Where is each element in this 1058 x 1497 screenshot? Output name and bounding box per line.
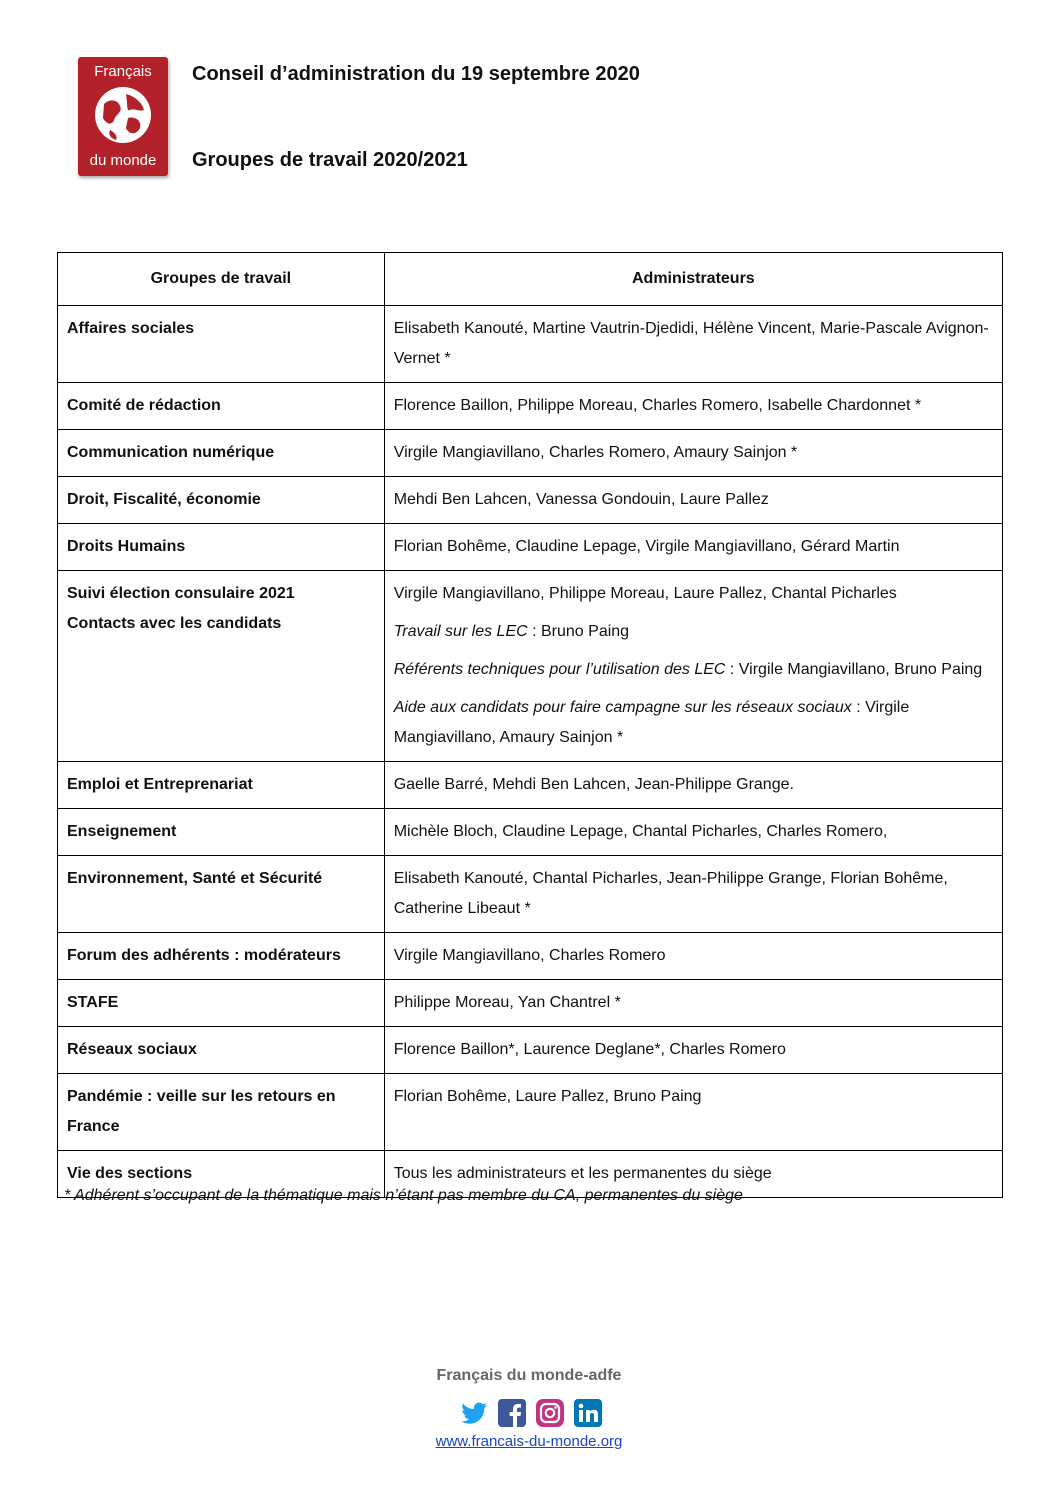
group-name: Réseaux sociaux: [67, 1041, 197, 1058]
group-name: STAFE: [67, 994, 119, 1011]
admins-names: Virgile Mangiavillano, Charles Romero: [393, 947, 666, 964]
admins-paragraph: [394, 1159, 993, 1189]
twitter-icon[interactable]: [459, 1398, 489, 1428]
group-name: Droits Humains: [67, 538, 186, 555]
admins-names: Elisabeth Kanouté, Martine Vautrin-Djedidi, Hélène Vincent, Marie-Pascale Avignon-Vernet *: [393, 320, 989, 367]
admins-names: Florian Bohême, Laure Pallez, Bruno Paing: [393, 1088, 702, 1105]
admins-names: Florian Bohême, Claudine Lepage, Virgile Mangiavillano, Gérard Martin: [393, 538, 900, 555]
admins-paragraph: [394, 438, 993, 468]
group-cell: [58, 477, 385, 524]
admins-names: Elisabeth Kanouté, Chantal Picharles, Jean-Philippe Grange, Florian Bohême, Catherine Libeaut *: [393, 870, 948, 917]
table-row: [58, 524, 1003, 571]
admins-names: Florence Baillon, Philippe Moreau, Charles Romero, Isabelle Chardonnet *: [393, 397, 922, 414]
admins-cell: [384, 809, 1002, 856]
table-row: [58, 477, 1003, 524]
group-cell: [58, 1027, 385, 1074]
group-name: Enseignement: [67, 823, 177, 840]
admins-paragraph: [394, 941, 993, 971]
social-links: [459, 1398, 603, 1428]
admins-names: Michèle Bloch, Claudine Lepage, Chantal Picharles, Charles Romero,: [393, 823, 888, 840]
header-admins: Administrateurs: [384, 253, 1002, 306]
groups-table: [57, 252, 1003, 1198]
admins-paragraph: [394, 693, 993, 753]
group-cell: [58, 430, 385, 477]
instagram-icon[interactable]: [535, 1398, 565, 1428]
group-cell: [58, 306, 385, 383]
admins-paragraph: [394, 314, 993, 374]
admins-paragraph: [394, 1082, 993, 1112]
admins-paragraph: [394, 617, 993, 647]
admins-paragraph: [394, 770, 993, 800]
table-row: [58, 1027, 1003, 1074]
admins-cell: [384, 933, 1002, 980]
group-name: Emploi et Entreprenariat: [67, 776, 253, 793]
header-groups: Groupes de travail: [58, 253, 385, 306]
logo-text-bottom: du monde: [89, 152, 157, 169]
admins-names: Gaelle Barré, Mehdi Ben Lahcen, Jean-Philippe Grange.: [393, 776, 794, 793]
linkedin-icon[interactable]: [573, 1398, 603, 1428]
admins-cell: [384, 980, 1002, 1027]
facebook-icon[interactable]: [497, 1398, 527, 1428]
subtopic-label: Aide aux candidats pour faire campagne sur les réseaux sociaux: [393, 699, 852, 716]
group-name: Vie des sections: [67, 1165, 193, 1182]
table-row: [58, 809, 1003, 856]
page-subtitle: Groupes de travail 2020/2021: [192, 149, 468, 171]
group-cell: [58, 856, 385, 933]
footnote: * Adhérent s’occupant de la thématique mais n’étant pas membre du CA, permanentes du siège: [64, 1187, 743, 1204]
table-row: [58, 1074, 1003, 1151]
table-row: [58, 430, 1003, 477]
table-row: [58, 856, 1003, 933]
table-row: [58, 933, 1003, 980]
admins-paragraph: [394, 391, 993, 421]
admins-names: Virgile Mangiavillano, Charles Romero, Amaury Sainjon *: [393, 444, 798, 461]
group-cell: [58, 524, 385, 571]
table-row: [58, 571, 1003, 762]
admins-paragraph: [394, 655, 993, 685]
admins-cell: [384, 1074, 1002, 1151]
admins-cell: [384, 856, 1002, 933]
group-cell: [58, 933, 385, 980]
group-name: Pandémie : veille sur les retours en France: [67, 1088, 336, 1135]
table-row: [58, 383, 1003, 430]
group-cell: [58, 809, 385, 856]
admins-cell: [384, 762, 1002, 809]
logo: [78, 57, 168, 176]
table-row: [58, 980, 1003, 1027]
group-name: Environnement, Santé et Sécurité: [67, 870, 323, 887]
group-name: Droit, Fiscalité, économie: [67, 491, 261, 508]
admins-cell: [384, 430, 1002, 477]
group-name: Forum des adhérents : modérateurs: [67, 947, 341, 964]
group-cell: [58, 762, 385, 809]
admins-paragraph: [394, 485, 993, 515]
admins-cell: [384, 477, 1002, 524]
page-title: Conseil d’administration du 19 septembre 2020: [192, 63, 640, 85]
group-cell: [58, 980, 385, 1027]
logo-text-top: Français: [94, 63, 152, 80]
group-cell: [58, 571, 385, 762]
subtopic-label: Référents techniques pour l’utilisation des LEC: [393, 661, 726, 678]
admins-paragraph: [394, 817, 993, 847]
admins-names: Florence Baillon*, Laurence Deglane*, Charles Romero: [393, 1041, 786, 1058]
group-name: Suivi élection consulaire 2021: [67, 585, 295, 602]
admins-names: Virgile Mangiavillano, Philippe Moreau, Laure Pallez, Chantal Picharles: [393, 585, 897, 602]
table-row: [58, 306, 1003, 383]
admins-paragraph: [394, 1035, 993, 1065]
group-name: Contacts avec les candidats: [67, 615, 282, 632]
admins-names: Mehdi Ben Lahcen, Vanessa Gondouin, Laure Pallez: [393, 491, 769, 508]
table-header-row: [58, 253, 1003, 306]
group-cell: [58, 1074, 385, 1151]
admins-cell: [384, 306, 1002, 383]
admins-cell: [384, 383, 1002, 430]
group-name: Comité de rédaction: [67, 397, 221, 414]
admins-paragraph: [394, 579, 993, 609]
admins-names: : Bruno Paing: [527, 623, 630, 640]
footer-organization: Français du monde-adfe: [436, 1367, 622, 1384]
admins-cell: [384, 571, 1002, 762]
admins-paragraph: [394, 864, 993, 924]
admins-names: : Virgile Mangiavillano, Bruno Paing: [725, 661, 983, 678]
admins-cell: [384, 1027, 1002, 1074]
subtopic-label: Travail sur les LEC: [393, 623, 528, 640]
table-row: [58, 762, 1003, 809]
website-link[interactable]: www.francais-du-monde.org: [435, 1433, 623, 1450]
admins-names: : Virgile Mangiavillano, Amaury Sainjon *: [393, 699, 910, 746]
globe-icon: [90, 84, 156, 146]
admins-names: Tous les administrateurs et les permanentes du siège: [393, 1165, 772, 1182]
admins-names: Philippe Moreau, Yan Chantrel *: [393, 994, 621, 1011]
group-name: Communication numérique: [67, 444, 275, 461]
group-name: Affaires sociales: [67, 320, 195, 337]
admins-cell: [384, 524, 1002, 571]
admins-paragraph: [394, 988, 993, 1018]
group-cell: [58, 383, 385, 430]
admins-paragraph: [394, 532, 993, 562]
